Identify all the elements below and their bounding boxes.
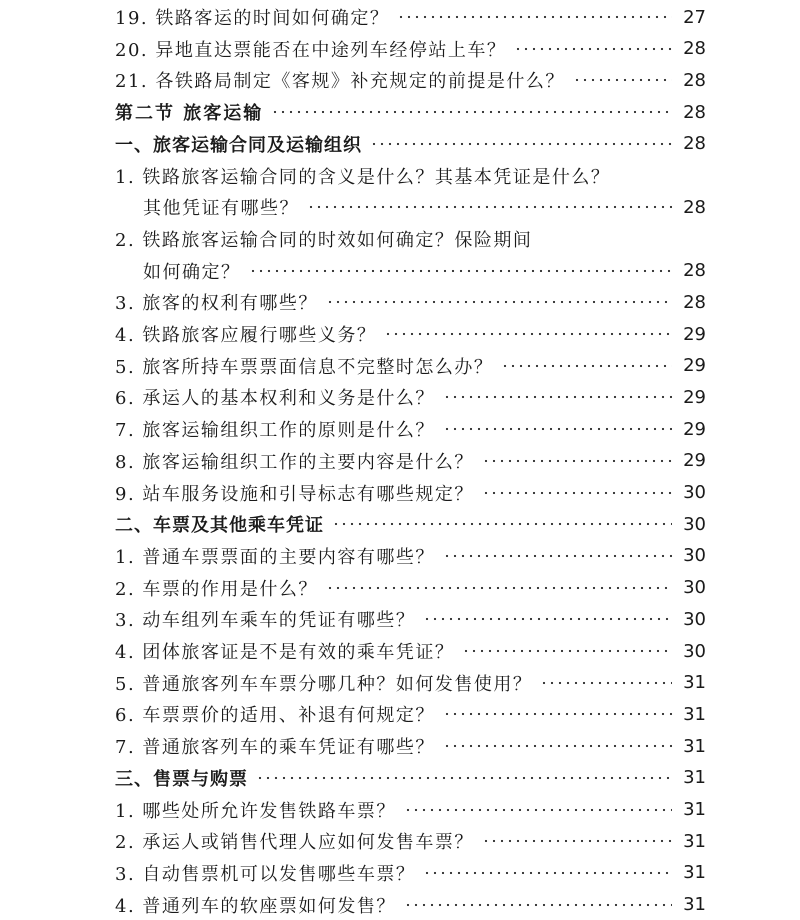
toc-page-number: 30 <box>683 577 706 599</box>
toc-page-number: 30 <box>683 482 706 503</box>
toc-entry <box>143 256 706 286</box>
dot-leader <box>462 648 672 654</box>
toc-entry-title: 6. 承运人的基本权利和义务是什么？ <box>115 388 435 410</box>
toc-page-number: 30 <box>683 513 706 535</box>
dot-leader <box>307 204 672 210</box>
toc-entry <box>143 192 706 222</box>
dot-leader <box>540 680 672 686</box>
dot-leader <box>501 363 672 369</box>
toc-entry-title: 3. 自动售票机可以发售哪些车票？ <box>115 863 416 885</box>
toc-page-number: 30 <box>683 640 706 662</box>
toc-entry <box>115 795 706 825</box>
toc-entry-title: 其他凭证有哪些？ <box>143 198 299 220</box>
toc-entry <box>115 161 706 191</box>
toc-entry-title: 5. 普通旅客列车车票分哪几种？如何发售使用？ <box>115 673 533 695</box>
dot-leader <box>326 299 672 305</box>
toc-entry-title: 第二节 旅客运输 <box>115 103 264 125</box>
toc-page-number: 31 <box>683 830 706 852</box>
toc-page-number: 28 <box>683 133 706 155</box>
toc-entry-title: 9. 站车服务设施和引导标志有哪些规定？ <box>115 483 474 505</box>
dot-leader <box>332 521 672 527</box>
dot-leader <box>404 807 672 813</box>
toc-entry <box>115 287 706 317</box>
toc-page-number: 31 <box>683 735 706 757</box>
toc-entry <box>115 414 706 444</box>
toc-entry <box>115 382 706 412</box>
toc-entry-title: 1. 哪些处所允许发售铁路车票？ <box>115 800 396 822</box>
toc-page-number: 28 <box>683 196 706 218</box>
toc-entry-title: 5. 旅客所持车票票面信息不完整时怎么办？ <box>115 356 494 378</box>
toc-page-number: 29 <box>683 450 706 472</box>
dot-leader <box>326 585 672 591</box>
toc-entry <box>115 541 706 571</box>
dot-leader <box>423 616 672 622</box>
toc-page-number: 29 <box>683 418 706 440</box>
toc-entry-title: 4. 团体旅客证是不是有效的乘车凭证？ <box>115 642 455 663</box>
dot-leader <box>370 141 672 147</box>
dot-leader <box>443 553 672 559</box>
dot-leader <box>514 46 672 52</box>
dot-leader <box>397 14 672 20</box>
dot-leader <box>423 870 672 876</box>
dot-leader <box>249 268 673 274</box>
toc-entry <box>115 731 706 761</box>
toc-entry-title: 如何确定？ <box>143 261 241 283</box>
toc-entry <box>115 319 706 349</box>
toc-page-number: 31 <box>683 672 706 694</box>
toc-entry <box>115 573 706 603</box>
toc-entry <box>115 351 706 381</box>
toc-page-number: 29 <box>683 386 706 408</box>
toc-entry-title: 3. 旅客的权利有哪些？ <box>115 293 318 315</box>
dot-leader <box>482 490 672 496</box>
toc-entry-title: 8. 旅客运输组织工作的主要内容是什么？ <box>115 451 474 473</box>
toc-entry <box>115 224 706 254</box>
toc-entry <box>115 890 706 920</box>
toc-entry-title: 3. 动车组列车乘车的凭证有哪些？ <box>115 610 416 632</box>
dot-leader <box>443 394 672 400</box>
toc-entry <box>115 699 706 729</box>
dot-leader <box>482 458 672 464</box>
toc-entry-title: 一、旅客运输合同及运输组织 <box>115 134 362 156</box>
dot-leader <box>404 902 672 908</box>
toc-entry <box>115 826 706 856</box>
toc-entry <box>115 604 706 634</box>
dot-leader <box>384 331 672 337</box>
toc-entry-title: 4. 普通列车的软座票如何发售？ <box>115 895 396 917</box>
toc-entry <box>115 478 706 508</box>
toc-entry-title: 二、车票及其他乘车凭证 <box>115 515 324 537</box>
toc-page-number: 31 <box>683 799 706 820</box>
toc-entry <box>115 65 706 95</box>
toc-entry-title: 三、售票与购票 <box>115 768 248 790</box>
toc-entry-title: 2. 车票的作用是什么？ <box>115 578 318 600</box>
toc-page-number: 27 <box>683 6 706 28</box>
toc-heading <box>115 97 706 127</box>
toc-page-number: 31 <box>683 862 706 884</box>
toc-entry-title: 2. 铁路旅客运输合同的时效如何确定？保险期间 <box>115 229 533 251</box>
toc-page-number: 30 <box>683 608 706 630</box>
toc-entry <box>115 668 706 698</box>
dot-leader <box>443 711 672 717</box>
toc-entry-title: 21. 各铁路局制定《客规》补充规定的前提是什么？ <box>115 71 565 93</box>
toc-page-number: 28 <box>683 291 706 313</box>
toc-entry <box>115 34 706 64</box>
dot-leader <box>256 775 672 781</box>
toc-entry <box>115 446 706 476</box>
toc-entry-title: 2. 承运人或销售代理人应如何发售车票？ <box>115 832 474 854</box>
dot-leader <box>443 743 672 749</box>
toc-entry-title: 1. 铁路旅客运输合同的含义是什么？其基本凭证是什么？ <box>115 166 611 188</box>
toc-entry-title: 19. 铁路客运的时间如何确定？ <box>115 8 390 29</box>
toc-heading <box>115 129 706 159</box>
toc-entry <box>115 636 706 666</box>
toc-page-number: 31 <box>683 894 706 916</box>
toc-page-number: 28 <box>683 38 706 60</box>
toc-page-number: 29 <box>683 323 706 345</box>
dot-leader <box>443 426 672 432</box>
toc-page-number: 28 <box>683 101 706 123</box>
dot-leader <box>573 77 672 83</box>
toc-entry-title: 7. 普通旅客列车的乘车凭证有哪些？ <box>115 737 435 759</box>
dot-leader <box>482 838 672 844</box>
toc-page-number: 29 <box>683 355 706 377</box>
toc-entry-title: 7. 旅客运输组织工作的原则是什么？ <box>115 420 435 442</box>
toc-entry-title: 20. 异地直达票能否在中途列车经停站上车？ <box>115 39 507 61</box>
toc-page-number: 31 <box>683 703 706 725</box>
toc-page-number: 31 <box>683 767 706 789</box>
toc-entry-title: 4. 铁路旅客应履行哪些义务？ <box>115 325 377 346</box>
toc-entry-title: 1. 普通车票票面的主要内容有哪些？ <box>115 546 435 568</box>
toc-heading <box>115 509 706 539</box>
toc-page-number: 28 <box>683 260 706 282</box>
toc-heading <box>115 763 706 793</box>
dot-leader <box>271 109 672 115</box>
toc-entry <box>115 858 706 888</box>
toc-entry-title: 6. 车票票价的适用、补退有何规定？ <box>115 705 435 727</box>
toc-page-number: 30 <box>683 545 706 567</box>
toc-page-number: 28 <box>683 69 706 91</box>
toc-entry <box>115 2 706 32</box>
